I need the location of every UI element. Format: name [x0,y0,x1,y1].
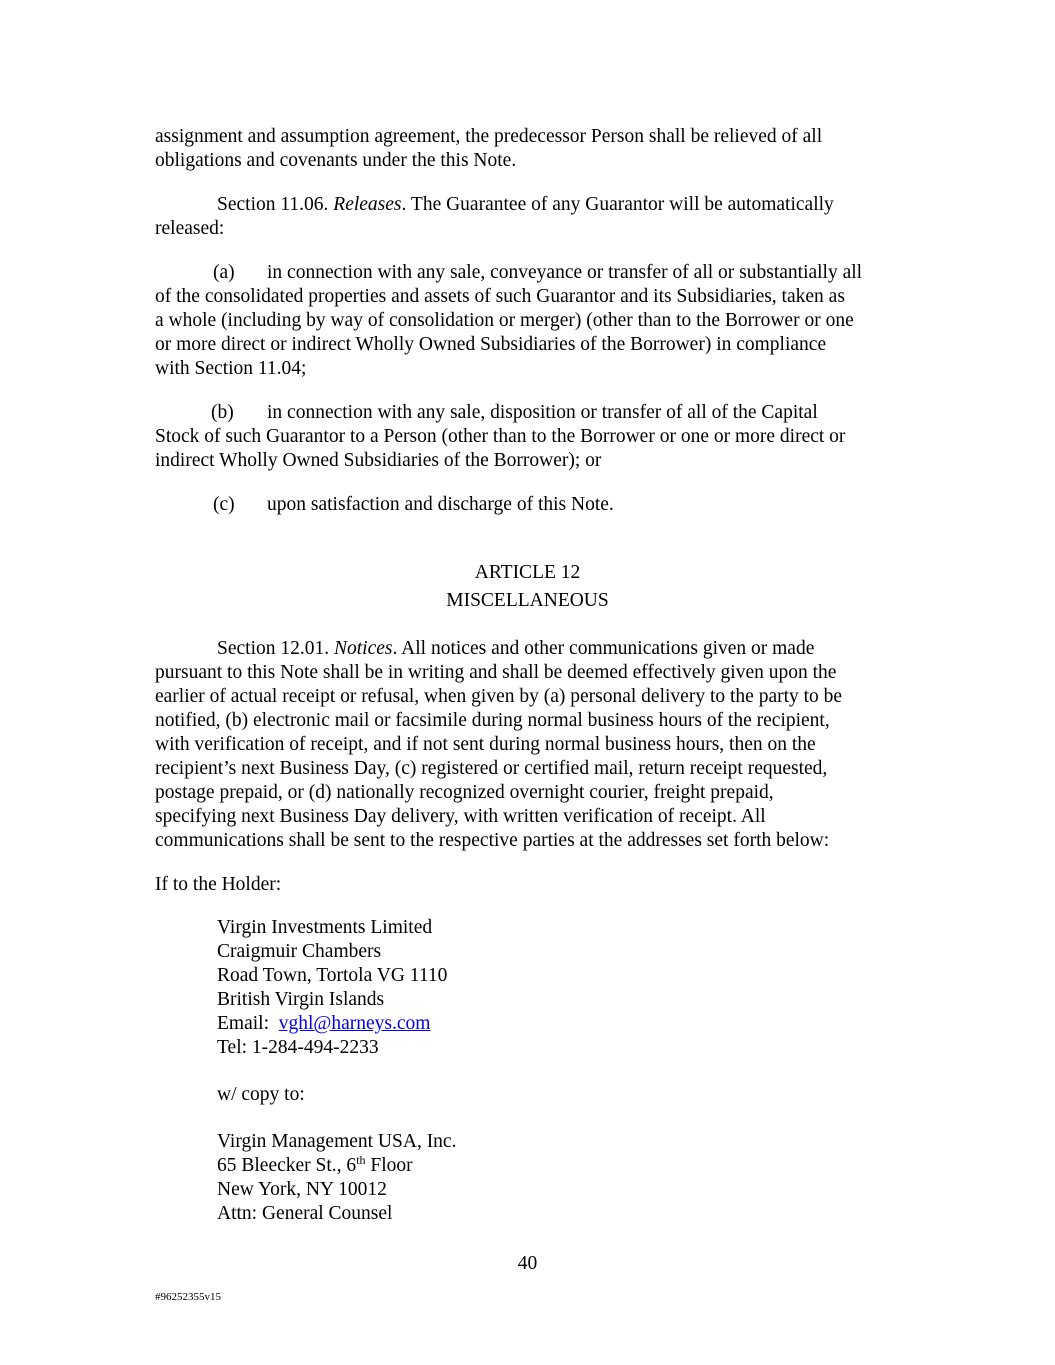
clause-b-line-2: Stock of such Guarantor to a Person (other than to the Borrower or one or more direct or [155,426,846,447]
holder-email-line [217,1012,430,1036]
continuation-line-1: assignment and assumption agreement, the predecessor Person shall be relieved of all [155,126,823,147]
section-12-01-line-5: with verification of receipt, and if not sent during normal business hours, then on the [155,734,816,755]
clause-b-line-3: indirect Wholly Owned Subsidiaries of the Borrower); or [155,450,602,471]
clause-a-line-4: or more direct or indirect Wholly Owned Subsidiaries of the Borrower) in compliance [155,334,827,355]
clause-b-line-1: in connection with any sale, disposition or transfer of all of the Capital [267,402,818,423]
section-12-01-line-6: recipient’s next Business Day, (c) registered or certified mail, return receipt requested, [155,758,828,779]
section-12-01-heading [217,637,814,661]
holder-address-line-2: Road Town, Tortola VG 1110 [217,965,448,986]
clause-a-line-1: in connection with any sale, conveyance or transfer of all or substantially all [267,262,863,283]
copy-to-street-superscript: th [356,1153,366,1167]
clause-c-label: (c) [213,494,235,515]
section-12-01-text: . All notices and other communications given or made [392,638,815,659]
clause-c-text: upon satisfaction and discharge of this Note. [267,494,614,515]
copy-to-street [217,1154,413,1178]
section-12-01-title: Notices [334,638,393,659]
section-12-01-line-8: specifying next Business Day delivery, with written verification of receipt. All [155,806,766,827]
section-11-06-line-2: released: [155,218,225,239]
clause-a-line-5: with Section 11.04; [155,358,307,379]
holder-name: Virgin Investments Limited [217,917,433,938]
article-number: ARTICLE 12 [474,562,581,583]
document-id: #96252355v15 [155,1291,221,1303]
article-title: MISCELLANEOUS [446,590,609,611]
continuation-line-2: obligations and covenants under the this Note. [155,150,517,171]
section-12-01-line-3: earlier of actual receipt or refusal, when given by (a) personal delivery to the party to be [155,686,843,707]
section-11-06-prefix: Section 11.06. [217,194,334,215]
section-12-01-line-2: pursuant to this Note shall be in writing and shall be deemed effectively given upon the [155,662,837,683]
copy-to-attn: Attn: General Counsel [217,1203,393,1224]
section-12-01-line-7: postage prepaid, or (d) nationally recognized overnight courier, freight prepaid, [155,782,774,803]
holder-email-link[interactable]: vghl@harneys.com [278,1013,431,1034]
clause-a-line-3: a whole (including by way of consolidation or merger) (other than to the Borrower or one [155,310,854,331]
section-12-01-prefix: Section 12.01. [217,638,334,659]
holder-heading: If to the Holder: [155,874,282,895]
copy-to-street-prefix: 65 Bleecker St., 6 [217,1155,357,1176]
clause-a-line-2: of the consolidated properties and assets of such Guarantor and its Subsidiaries, taken as [155,286,845,307]
holder-email-label: Email: [217,1013,279,1034]
holder-address-line-1: Craigmuir Chambers [217,941,382,962]
clause-b-label: (b) [211,402,234,423]
section-11-06-heading [217,193,834,217]
copy-to-name: Virgin Management USA, Inc. [217,1131,457,1152]
copy-to-city: New York, NY 10012 [217,1179,387,1200]
clause-a-label: (a) [213,262,235,283]
copy-to-heading: w/ copy to: [217,1084,305,1105]
section-11-06-title: Releases [333,194,402,215]
section-12-01-line-4: notified, (b) electronic mail or facsimile during normal business hours of the recipient, [155,710,830,731]
section-11-06-text: . The Guarantee of any Guarantor will be automatically [401,194,834,215]
holder-address-line-3: British Virgin Islands [217,989,385,1010]
section-12-01-line-9: communications shall be sent to the respective parties at the addresses set forth below: [155,830,830,851]
copy-to-street-suffix: Floor [365,1155,413,1176]
holder-tel: Tel: 1-284-494-2233 [217,1037,379,1058]
page-number: 40 [517,1253,538,1274]
